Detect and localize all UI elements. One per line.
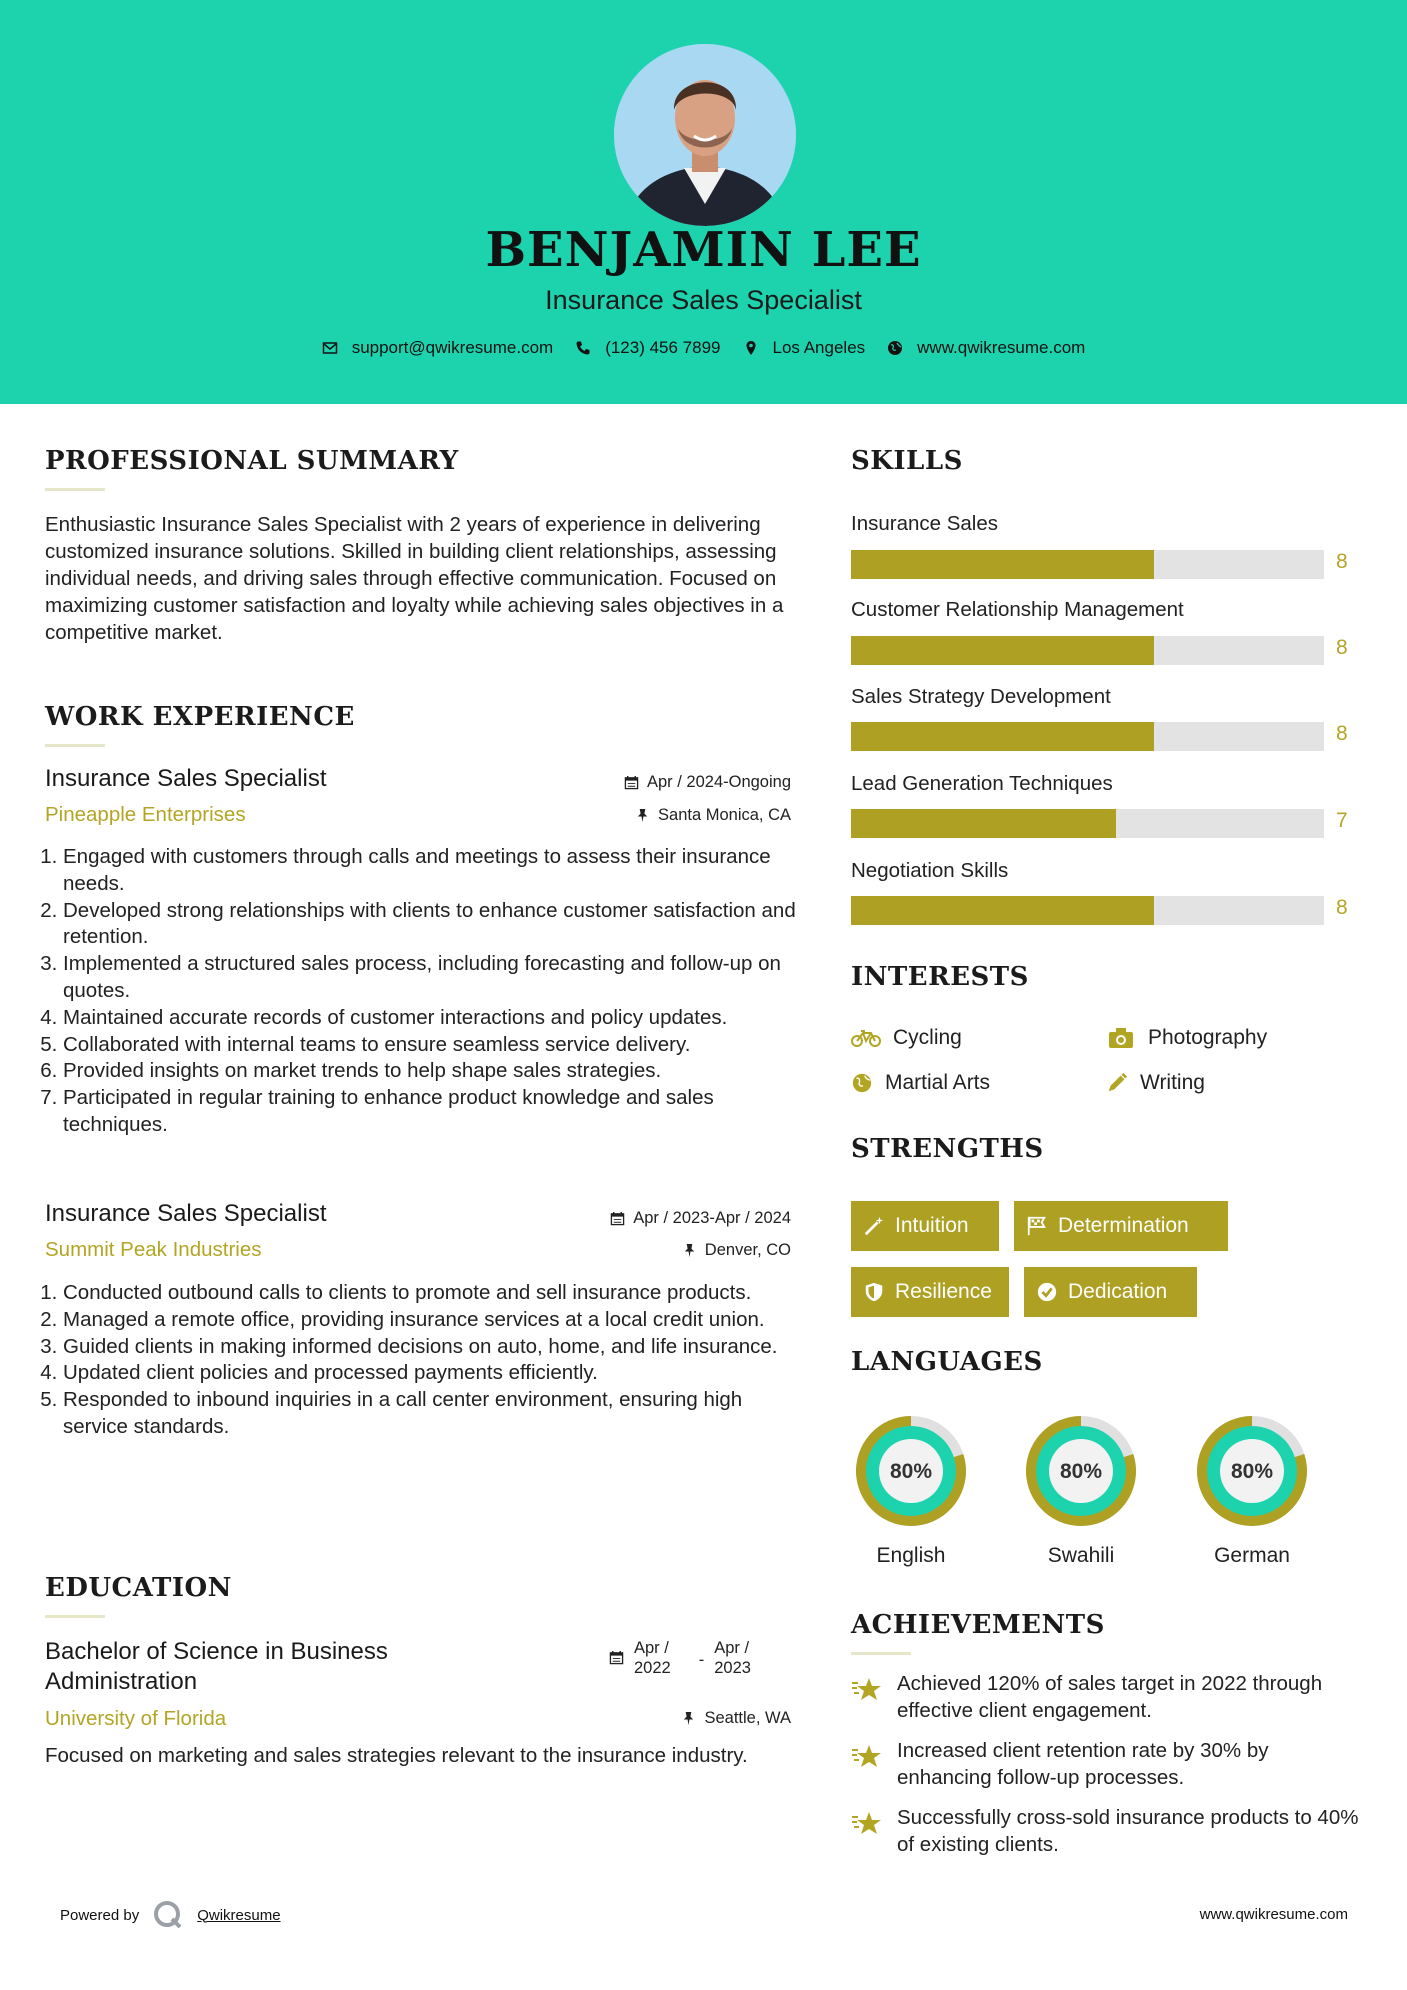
candidate-name: BENJAMIN LEE	[485, 222, 922, 278]
job-1-duties	[45, 844, 805, 1139]
job-1-dates-text: Apr / 2024-Ongoing	[646, 773, 791, 791]
achievement-text: Increased client retention rate by 30% by enhancing follow-up processes.	[897, 1739, 1269, 1789]
phone-icon	[575, 340, 591, 356]
job-1-dates	[624, 773, 791, 792]
shield-icon	[863, 1281, 885, 1303]
interest-cycling	[851, 1026, 962, 1050]
language-percent: 80%	[1059, 1460, 1103, 1483]
interest-photography	[1106, 1026, 1267, 1050]
qwikresume-logo-icon	[153, 1900, 183, 1930]
contact-phone-text: (123) 456 7899	[605, 338, 721, 357]
job-2-dates	[610, 1209, 791, 1228]
job-2-location	[682, 1241, 791, 1260]
summary-heading-rule	[45, 488, 105, 491]
strength-dedication	[1024, 1267, 1197, 1317]
list-item: 1. Engaged with customers through calls and meetings to assess their insurance needs.	[63, 844, 805, 898]
skill-bar-track	[851, 896, 1324, 925]
strength-label: Intuition	[895, 1214, 969, 1237]
star-icon	[851, 1742, 883, 1772]
experience-heading: WORK EXPERIENCE	[45, 702, 355, 732]
job-1-location	[635, 806, 791, 825]
calendar-icon	[624, 775, 639, 790]
calendar-icon	[609, 1650, 624, 1665]
skill-name: Customer Relationship Management	[851, 598, 1184, 621]
powered-by-label: Powered by	[60, 1906, 140, 1924]
job-2-company: Summit Peak Industries	[45, 1238, 262, 1261]
skill-bar-fill	[851, 809, 1116, 838]
magic-wand-icon	[863, 1215, 885, 1237]
achievement-item	[851, 1804, 1361, 1858]
interest-label: Martial Arts	[885, 1071, 991, 1094]
skill-bar-fill	[851, 722, 1154, 751]
list-item: 3. Guided clients in making informed decisions on auto, home, and life insurance.	[63, 1334, 805, 1361]
camera-icon	[1106, 1026, 1136, 1050]
summary-text: Enthusiastic Insurance Sales Specialist with 2 years of experience in delivering customized insurance solutions. Skilled in building client relationships, assessing individual needs, and driving sales through effective communication. Focused on maximizing customer satisfaction and loyalty while achieving sales objectives in a competitive market.	[45, 513, 784, 644]
education-degree: Bachelor of Science in Business Administration	[45, 1638, 388, 1695]
contact-email-text: support@qwikresume.com	[351, 338, 554, 357]
strength-label: Dedication	[1068, 1280, 1168, 1303]
education-description: Focused on marketing and sales strategies relevant to the insurance industry.	[45, 1744, 748, 1767]
list-item: 2. Developed strong relationships with clients to enhance customer satisfaction and retention.	[63, 898, 805, 952]
candidate-job-title: Insurance Sales Specialist	[545, 285, 862, 315]
skill-value: 8	[1336, 636, 1348, 659]
interest-label: Photography	[1148, 1026, 1268, 1049]
list-item: 5. Responded to inbound inquiries in a call center environment, ensuring high service standards.	[63, 1387, 805, 1441]
header-banner	[0, 0, 1407, 404]
education-end: Apr / 2023	[714, 1639, 751, 1677]
contact-bar	[0, 338, 1407, 358]
skill-bar-fill	[851, 636, 1154, 665]
interests-heading: INTERESTS	[851, 962, 1029, 992]
job-2-duties	[45, 1280, 805, 1441]
skill-name: Negotiation Skills	[851, 859, 1009, 882]
skill-bar-track	[851, 636, 1324, 665]
contact-email[interactable]	[322, 338, 554, 358]
list-item: 4. Updated client policies and processed payments efficiently.	[63, 1360, 805, 1387]
education-heading: EDUCATION	[45, 1573, 232, 1603]
languages-heading: LANGUAGES	[851, 1347, 1043, 1377]
language-name: Swahili	[1047, 1544, 1115, 1567]
education-location	[681, 1709, 791, 1728]
strength-determination	[1014, 1201, 1228, 1251]
strengths-heading: STRENGTHS	[851, 1134, 1044, 1164]
achievement-item	[851, 1670, 1361, 1724]
skill-name: Sales Strategy Development	[851, 685, 1111, 708]
star-icon	[851, 1675, 883, 1705]
skill-bar-track	[851, 809, 1324, 838]
interest-martial-arts	[851, 1071, 990, 1095]
strength-intuition	[851, 1201, 999, 1251]
achievement-text: Achieved 120% of sales target in 2022 through effective client engagement.	[897, 1672, 1323, 1722]
achievements-heading-rule	[851, 1652, 911, 1655]
footer-powered-by	[60, 1900, 281, 1930]
education-location-text: Seattle, WA	[704, 1709, 791, 1727]
achievement-text: Successfully cross-sold insurance products to 40% of existing clients.	[897, 1806, 1359, 1856]
job-2-dates-text: Apr / 2023-Apr / 2024	[633, 1209, 791, 1227]
skill-value: 8	[1336, 550, 1348, 573]
bicycle-icon	[851, 1026, 881, 1050]
achievement-item	[851, 1737, 1361, 1791]
job-1-title: Insurance Sales Specialist	[45, 765, 327, 792]
calendar-icon	[610, 1211, 625, 1226]
job-2-location-text: Denver, CO	[704, 1241, 791, 1259]
language-donut	[1016, 1406, 1146, 1536]
email-icon	[322, 340, 338, 356]
skill-value: 8	[1336, 896, 1348, 919]
interest-label: Cycling	[893, 1026, 962, 1049]
skills-heading: SKILLS	[851, 446, 963, 476]
language-name: German	[1214, 1544, 1290, 1567]
pin-icon	[635, 808, 650, 823]
star-icon	[851, 1809, 883, 1839]
education-date-separator: -	[698, 1651, 705, 1669]
list-item: 7. Participated in regular training to enhance product knowledge and sales techniques.	[63, 1085, 805, 1139]
profile-photo	[614, 44, 796, 226]
skill-name: Insurance Sales	[851, 512, 999, 535]
job-2-title: Insurance Sales Specialist	[45, 1200, 327, 1227]
language-name: English	[876, 1544, 946, 1567]
language-donut	[1187, 1406, 1317, 1536]
contact-phone[interactable]	[575, 338, 720, 358]
education-school: University of Florida	[45, 1707, 227, 1730]
contact-location-text: Los Angeles	[772, 338, 866, 357]
skill-bar-fill	[851, 896, 1154, 925]
list-item: 1. Conducted outbound calls to clients to promote and sell insurance products.	[63, 1280, 805, 1307]
skill-name: Lead Generation Techniques	[851, 772, 1113, 795]
strength-label: Resilience	[895, 1280, 992, 1303]
strength-resilience	[851, 1267, 1009, 1317]
language-ring	[1011, 1406, 1151, 1536]
language-donut	[846, 1406, 976, 1536]
footer-website[interactable]: www.qwikresume.com	[1199, 1906, 1348, 1923]
pin-icon	[681, 1711, 696, 1726]
experience-heading-rule	[45, 744, 105, 747]
list-item: 2. Managed a remote office, providing insurance services at a local credit union.	[63, 1307, 805, 1334]
globe-icon	[887, 340, 903, 356]
list-item: 3. Implemented a structured sales process, including forecasting and follow-up on quotes.	[63, 951, 805, 1005]
education-dates	[609, 1638, 751, 1678]
education-start: Apr / 2022	[634, 1639, 671, 1677]
skill-value: 8	[1336, 722, 1348, 745]
list-item: 6. Provided insights on market trends to help shape sales strategies.	[63, 1058, 805, 1085]
interest-writing	[1106, 1071, 1205, 1095]
language-percent: 80%	[1230, 1460, 1274, 1483]
skill-bar-track	[851, 722, 1324, 751]
job-1-location-text: Santa Monica, CA	[658, 806, 791, 824]
contact-website-text: www.qwikresume.com	[917, 338, 1086, 357]
skill-bar-fill	[851, 550, 1154, 579]
language-ring	[1182, 1406, 1322, 1536]
skill-value: 7	[1336, 809, 1348, 832]
strength-label: Determination	[1058, 1214, 1189, 1237]
interest-label: Writing	[1140, 1071, 1205, 1094]
qwikresume-link[interactable]: Qwikresume	[197, 1906, 281, 1924]
education-heading-rule	[45, 1615, 105, 1618]
list-item: 4. Maintained accurate records of customer interactions and policy updates.	[63, 1005, 805, 1032]
check-circle-icon	[1036, 1281, 1058, 1303]
achievements-heading: ACHIEVEMENTS	[851, 1610, 1105, 1640]
location-icon	[743, 340, 759, 356]
globe-icon	[851, 1071, 873, 1095]
pencil-icon	[1106, 1071, 1128, 1095]
language-ring	[841, 1406, 981, 1536]
contact-location	[743, 338, 866, 358]
language-percent: 80%	[889, 1460, 933, 1483]
job-1-company: Pineapple Enterprises	[45, 803, 246, 826]
summary-heading: PROFESSIONAL SUMMARY	[45, 446, 459, 476]
contact-website[interactable]	[887, 338, 1085, 358]
list-item: 5. Collaborated with internal teams to ensure seamless service delivery.	[63, 1032, 805, 1059]
flag-icon	[1026, 1215, 1048, 1237]
skill-bar-track	[851, 550, 1324, 579]
pin-icon	[682, 1243, 697, 1258]
